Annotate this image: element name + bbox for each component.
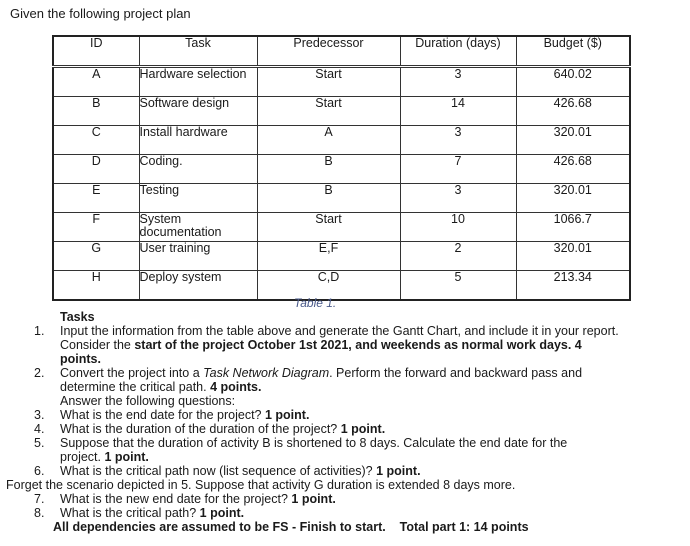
cell-duration: 2 xyxy=(400,242,516,271)
cell-task: Software design xyxy=(139,97,257,126)
item-text: What is the critical path now (list sequence of activities)? xyxy=(60,464,377,478)
item-bold: 1 point. xyxy=(264,408,310,422)
cell-id: A xyxy=(53,67,139,97)
cell-id: F xyxy=(53,213,139,242)
item-bold: 4 points. xyxy=(210,380,262,394)
task-item-4 xyxy=(0,422,690,436)
header-predecessor: Predecessor xyxy=(257,36,400,67)
item-italic: Task Network Diagram xyxy=(203,366,330,380)
item-text: Suppose that the duration of activity B is shortened to 8 days. Calculate the end date for the project. xyxy=(60,436,568,464)
item-bold: 1 point. xyxy=(291,492,336,506)
table-row xyxy=(53,184,630,213)
table-row xyxy=(53,155,630,184)
cell-budget: 640.02 xyxy=(516,67,630,97)
cell-id: E xyxy=(53,184,139,213)
cell-id: C xyxy=(53,126,139,155)
cell-budget: 1066.7 xyxy=(516,213,630,242)
intro-text: Given the following project plan xyxy=(10,6,191,21)
cell-id: B xyxy=(53,97,139,126)
item-number: 8. xyxy=(34,506,45,520)
table-header-row xyxy=(53,36,630,67)
cell-duration: 3 xyxy=(400,184,516,213)
cell-duration: 10 xyxy=(400,213,516,242)
task-item-2 xyxy=(0,366,690,408)
item-text: What is the duration of the duration of the project? xyxy=(60,422,341,436)
header-budget: Budget ($) xyxy=(516,36,630,67)
cell-budget: 426.68 xyxy=(516,155,630,184)
cell-predecessor: E,F xyxy=(257,242,400,271)
cell-task: Install hardware xyxy=(139,126,257,155)
header-id: ID xyxy=(53,36,139,67)
cell-predecessor: Start xyxy=(257,97,400,126)
header-task: Task xyxy=(139,36,257,67)
cell-duration: 7 xyxy=(400,155,516,184)
task-item-3 xyxy=(0,408,690,422)
dependency-note: All dependencies are assumed to be FS - Finish to start. Total part 1: 14 points xyxy=(53,520,529,534)
item-text: What is the new end date for the project? xyxy=(60,492,292,506)
cell-task: User training xyxy=(139,242,257,271)
task-item-5 xyxy=(0,436,690,464)
item-text: Convert the project into a xyxy=(60,366,204,380)
cell-duration: 3 xyxy=(400,67,516,97)
cell-task: Hardware selection xyxy=(139,67,257,97)
item-bold: 1 point. xyxy=(199,506,245,520)
table-row xyxy=(53,97,630,126)
item-bold: 1 point. xyxy=(340,422,386,436)
cell-duration: 5 xyxy=(400,271,516,301)
cell-id: D xyxy=(53,155,139,184)
cell-id: G xyxy=(53,242,139,271)
cell-budget: 320.01 xyxy=(516,242,630,271)
task-item-6 xyxy=(0,464,690,478)
cell-budget: 426.68 xyxy=(516,97,630,126)
item-number: 1. xyxy=(34,324,45,338)
item-text: What is the critical path? xyxy=(60,506,200,520)
cell-budget: 320.01 xyxy=(516,126,630,155)
answer-prompt: Answer the following questions: xyxy=(60,394,236,408)
task-item-1 xyxy=(0,324,690,366)
table-row xyxy=(53,67,630,97)
item-number: 3. xyxy=(34,408,45,422)
item-number: 5. xyxy=(34,436,45,450)
cell-budget: 320.01 xyxy=(516,184,630,213)
project-plan-table xyxy=(52,35,631,301)
tasks-section xyxy=(0,310,690,534)
item-number: 2. xyxy=(34,366,45,380)
task-item-7 xyxy=(0,492,690,506)
cell-duration: 14 xyxy=(400,97,516,126)
cell-predecessor: B xyxy=(257,155,400,184)
table-caption: Table 1. xyxy=(294,296,337,310)
cell-duration: 3 xyxy=(400,126,516,155)
header-duration: Duration (days) xyxy=(400,36,516,67)
tasks-title: Tasks xyxy=(60,310,95,324)
cell-predecessor: Start xyxy=(257,213,400,242)
item-bold: 1 point. xyxy=(376,464,421,478)
cell-id: H xyxy=(53,271,139,301)
item-text: What is the end date for the project? xyxy=(60,408,265,422)
table-row xyxy=(53,242,630,271)
task-item-8 xyxy=(0,506,690,520)
cell-predecessor: C,D xyxy=(257,271,400,301)
item-text-b: . Perform the forward and backward pass and determine the critical path. xyxy=(60,366,583,394)
cell-predecessor: A xyxy=(257,126,400,155)
cell-predecessor: Start xyxy=(257,67,400,97)
table-row xyxy=(53,271,630,301)
cell-budget: 213.34 xyxy=(516,271,630,301)
cell-task: Deploy system xyxy=(139,271,257,301)
item-bold: 1 point. xyxy=(104,450,149,464)
cell-task: Testing xyxy=(139,184,257,213)
item-number: 4. xyxy=(34,422,45,436)
forget-scenario-text: Forget the scenario depicted in 5. Suppose that activity G duration is extended 8 days more. xyxy=(6,478,516,492)
table-row xyxy=(53,213,630,242)
cell-task: System documentation xyxy=(139,213,257,242)
cell-predecessor: B xyxy=(257,184,400,213)
item-bold: start of the project October 1st 2021, and weekends as normal work days. 4 points. xyxy=(60,338,582,366)
item-text: Input the information from the table above and generate the Gantt Chart, and include it in your report. Consider the xyxy=(60,324,619,352)
item-number: 6. xyxy=(34,464,45,478)
item-number: 7. xyxy=(34,492,45,506)
cell-task: Coding. xyxy=(139,155,257,184)
table-row xyxy=(53,126,630,155)
